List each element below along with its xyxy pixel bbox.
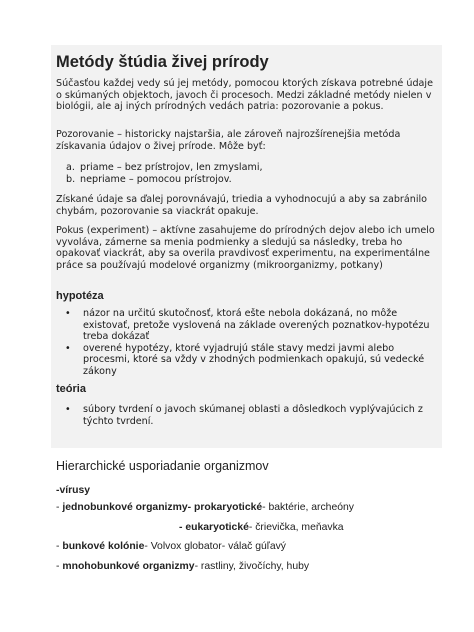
observation-types-list <box>56 162 263 185</box>
colonies-examples: - Volvox globator- válač gúľavý <box>144 541 286 552</box>
list-marker: a. <box>66 162 75 173</box>
eukaryotic-label: - eukaryotické <box>179 522 249 533</box>
list-item-text: súbory tvrdení o javoch skúmanej oblasti a dôsledkoch vyplývajúcich z týchto tvrdení. <box>83 404 423 427</box>
theory-heading: teória <box>56 383 86 395</box>
eukaryotic-line <box>179 522 344 533</box>
viruses-line <box>56 485 90 496</box>
dash: - <box>56 541 63 552</box>
list-item <box>56 162 263 174</box>
dash: - <box>56 561 63 572</box>
intro-paragraph: Súčasťou každej vedy sú jej metódy, pomocou ktorých získava potrebné údaje o skúmaných objektoch, javoch či procesoch. Medzi základné metódy nielen v biológii, ale aj iných prírodných vedách patria: pozorovanie a pokus. <box>56 78 433 113</box>
observation-paragraph: Pozorovanie – historicky najstaršia, ale zároveň najrozšírenejšia metóda získavania údajov o živej prírode. Môže byť: <box>56 129 401 152</box>
colonies-line <box>56 541 286 552</box>
prokaryotic-examples: - baktérie, archeóny <box>262 502 354 513</box>
list-item <box>56 343 440 378</box>
multicellular-line <box>56 561 309 572</box>
page-title: Metódy štúdia živej prírody <box>56 53 269 71</box>
multicellular-label: mnohobunkové organizmy <box>62 561 195 572</box>
hypothesis-heading: hypotéza <box>56 290 104 302</box>
multicellular-examples: - rastliny, živočíchy, huby <box>194 561 310 572</box>
list-item <box>56 174 263 186</box>
list-item-text: názor na určitú skutočnosť, ktorá ešte nebola dokázaná, no môže existovať, pretože vyslovená na základe overených poznatkov-hypotézu treba dokázať <box>83 308 430 343</box>
bullet-icon: • <box>65 404 71 415</box>
list-item <box>56 308 440 343</box>
data-processing-paragraph: Získané údaje sa ďalej porovnávajú, triedia a vyhodnocujú a aby sa zabránilo chybám, pozorovanie sa viackrát opakuje. <box>56 194 428 217</box>
list-item <box>56 404 440 427</box>
colonies-label: bunkové kolónie <box>62 541 145 552</box>
methods-section <box>56 52 440 427</box>
list-item-text: overené hypotézy, ktoré vyjadrujú stále stavy medzi javmi alebo procesmi, ktoré sa vždy v zhodných podmienkach opakujú, sú vedecké zákony <box>83 342 425 377</box>
bullet-icon: • <box>65 342 71 354</box>
bullet-icon: • <box>65 308 71 319</box>
prokaryotic-label: - prokaryotické <box>187 502 263 513</box>
unicellular-label: jednobunkové organizmy <box>62 502 188 513</box>
experiment-paragraph: Pokus (experiment) – aktívne zasahujeme do prírodných dejov alebo ich umelo vyvoláva, zámerne sa menia podmienky a sledujú sa následky, treba ho opakovať viackrát, aby sa overila pravdivosť experimentu, na experimentálne práce sa používajú modelové organizmy (mikroorganizmy, potkany) <box>56 225 435 271</box>
hypothesis-list <box>56 308 440 378</box>
list-marker: b. <box>66 173 76 185</box>
theory-list <box>56 404 440 427</box>
dash: - <box>56 502 63 513</box>
list-item-text: priame – bez prístrojov, len zmyslami, <box>80 162 263 173</box>
hierarchy-section <box>56 459 446 572</box>
viruses-label: -vírusy <box>56 485 91 496</box>
list-item-text: nepriame – pomocou prístrojov. <box>80 173 232 185</box>
unicellular-line <box>56 502 354 513</box>
hierarchy-heading: Hierarchické usporiadanie organizmov <box>56 459 269 473</box>
eukaryotic-examples: - črievička, meňavka <box>248 522 344 533</box>
